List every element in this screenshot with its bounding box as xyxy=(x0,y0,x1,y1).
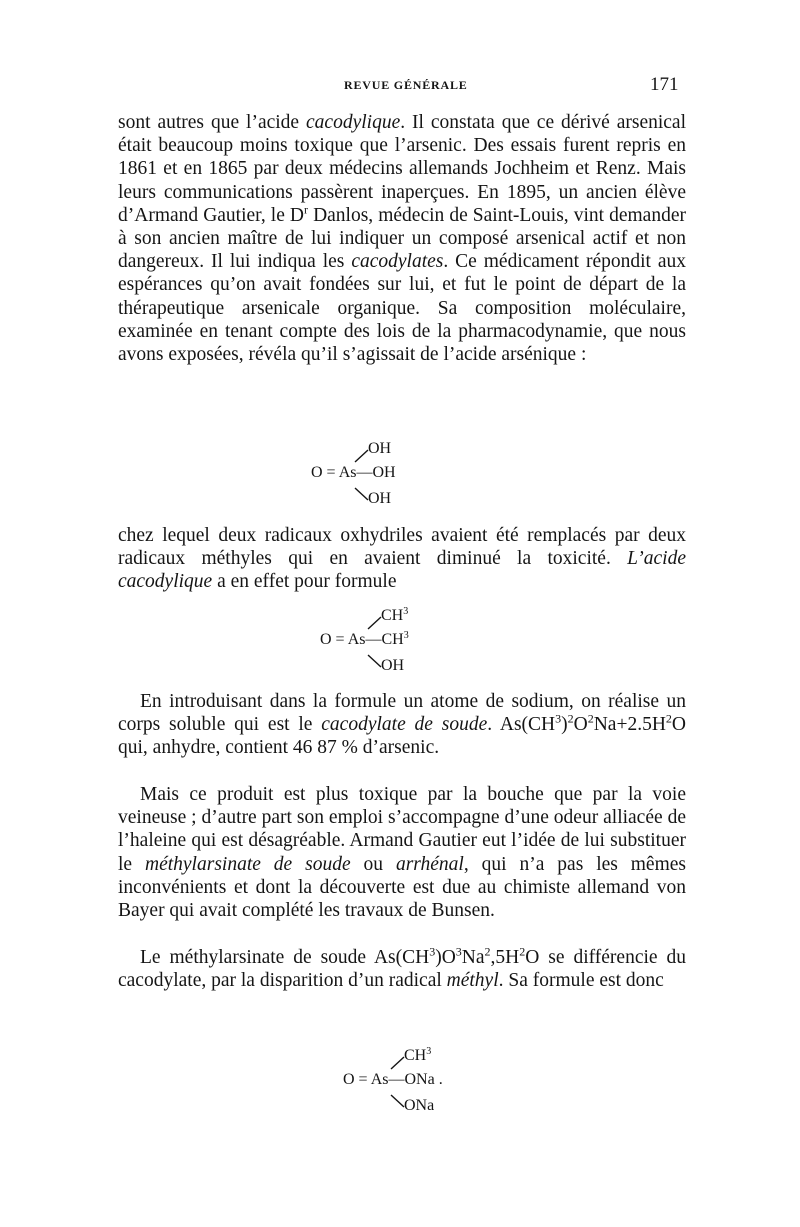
paragraph-text: Mais ce produit est plus toxique par la bouche que par la voie veineuse ; d’autre part son emploi s’accompagne d’une odeur alliacée de l’haleine qui est désagréable. Armand Gautier eut l’idée de lui substituer le méthylarsinate de soude ou arrhénal, qui n’a pas les mêmes inconvénients et dont la découverte est due au chimiste allemand von Bayer qui avait complété les travaux de Bunsen. xyxy=(118,784,687,922)
paragraph-3 xyxy=(118,690,686,760)
italic-term: cacodylique xyxy=(306,112,401,133)
running-title: REVUE GÉNÉRALE xyxy=(344,78,468,92)
formula-bottom-group: OH xyxy=(368,490,392,507)
formula-top-group: OH xyxy=(368,440,392,457)
formula-top-group: $CH^3$ xyxy=(381,606,409,624)
formula-cacodylic-acid xyxy=(0,603,800,677)
formula-bottom-group: OH xyxy=(381,657,405,674)
italic-term: arrhénal xyxy=(395,853,464,875)
paragraph-2 xyxy=(118,524,686,594)
formula-top-group: $CH^3$ xyxy=(404,1046,432,1064)
formula-bond-down xyxy=(355,488,368,500)
formula-bottom-group: ONa xyxy=(404,1097,435,1114)
formula-arsenic-acid xyxy=(0,436,800,510)
formula-methylarsinate xyxy=(0,1043,800,1117)
formula-main-line: O = As—OH xyxy=(311,464,396,481)
formula-bond-down xyxy=(391,1095,404,1107)
formula-main-line: O = As—ONa . xyxy=(343,1071,443,1088)
paragraph-4 xyxy=(118,783,686,922)
italic-term: cacodylates xyxy=(351,251,444,273)
paragraph-text: Le méthylarsinate de soude $As(CH^3)O^3Na^2,5H^2O$ se différencie du cacodylate, par la disparition d’un radical méthyl. Sa formule est donc xyxy=(118,944,686,992)
paragraph-5 xyxy=(118,946,686,992)
paragraph-text: sont autres que l’acide cacodylique. Il constata que ce dérivé arsenical était beaucoup moins toxique que l’arsenic. Des essais furent repris en 1861 et en 1865 par deux médecins allemands Jochheim et Renz. Mais leurs communications passèrent inaperçues. En 1895, un ancien élève d’Armand Gautier, le $D^r$ Danlos, médecin de Saint-Louis, vint demander à son ancien maître de lui indiquer un composé arsenical actif et non dangereux. Il lui indiqua les cacodylates. Ce médicament répondit aux espérances qu’on avait fondées sur lui, et fut le point de départ de la thérapeutique arsenicale organique. Sa composition moléculaire, examinée en tenant compte des lois de la pharmacodynamie, que nous avons exposées, révéla qu’il s’agissait de l’acide arsénique : xyxy=(118,112,687,366)
page-number: 171 xyxy=(650,74,679,95)
formula-bond-down xyxy=(368,655,381,667)
italic-term: L’acide cacodylique xyxy=(118,548,686,593)
paragraph-text: En introduisant dans la formule un atome de sodium, on réalise un corps soluble qui est le cacodylate de soude. $As(CH^3)^2O^2Na+2.5H^2O$ qui, anhydre, contient 46 87 % d’arsenic. xyxy=(118,691,687,759)
paragraph-text: chez lequel deux radicaux oxhydriles avaient été remplacés par deux radicaux méthyles qui en avaient diminué la toxicité. L’acide cacodylique a en effet pour formule xyxy=(118,525,686,593)
running-head xyxy=(0,74,800,100)
formula-bond-up xyxy=(368,617,381,629)
italic-term: méthylarsinate de soude xyxy=(145,853,351,875)
formula-main-line: $O = As—CH^3$ xyxy=(320,630,409,648)
italic-term: méthyl xyxy=(446,970,499,992)
paragraph-1 xyxy=(118,111,686,366)
formula-bond-up xyxy=(355,450,368,462)
italic-term: cacodylate de soude xyxy=(321,714,488,736)
formula-bond-up xyxy=(391,1057,404,1069)
